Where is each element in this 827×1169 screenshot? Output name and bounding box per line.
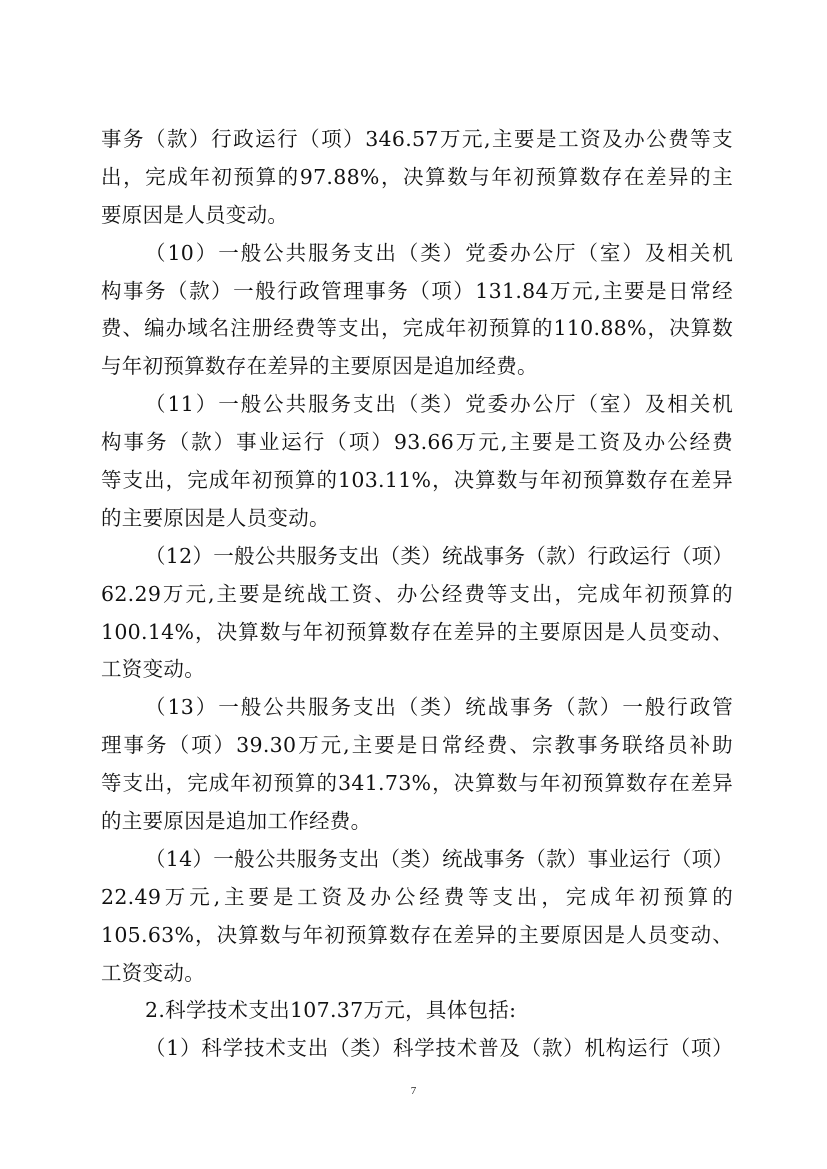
text-line: （12）一般公共服务支出（类）统战事务（款）行政运行（项） [145,543,734,568]
text-line: 等支出，完成年初预算的103.11%，决算数与年初预算数存在差异 [101,468,733,493]
text-line: 工资变动。 [101,657,205,682]
text-line: 构事务（款）事业运行（项）93.66万元,主要是工资及办公经费 [101,430,733,455]
text-line: 2.科学技术支出107.37万元，具体包括: [145,998,517,1023]
text-line: 100.14%，决算数与年初预算数存在差异的主要原因是人员变动、 [101,619,733,644]
text-line: 22.49万元,主要是工资及办公经费等支出，完成年初预算的 [101,884,733,909]
text-line: 62.29万元,主要是统战工资、办公经费等支出，完成年初预算的 [101,581,733,606]
text-line: 理事务（项）39.30万元,主要是日常经费、宗教事务联络员补助 [101,733,733,758]
text-line: 的主要原因是追加工作经费。 [101,809,372,834]
text-line: 与年初预算数存在差异的主要原因是追加经费。 [101,354,538,379]
text-line: 事务（款）行政运行（项）346.57万元,主要是工资及办公费等支 [101,127,733,151]
text-line: 要原因是人员变动。 [101,202,289,227]
text-line: 出，完成年初预算的97.88%，决算数与年初预算数存在差异的主 [101,164,733,189]
text-line: 构事务（款）一般行政管理事务（项）131.84万元,主要是日常经 [101,278,733,303]
text-line: （14）一般公共服务支出（类）统战事务（款）事业运行（项） [145,846,734,871]
text-line: 的主要原因是人员变动。 [101,505,330,530]
text-line: （13）一般公共服务支出（类）统战事务（款）一般行政管 [145,695,733,720]
body-text [101,121,733,1068]
text-line: 工资变动。 [101,960,205,985]
text-line: 费、编办域名注册经费等支出，完成年初预算的110.88%，决算数 [101,316,733,341]
text-line: （1）科学技术支出（类）科学技术普及（款）机构运行（项） [145,1036,733,1061]
text-line: （10）一般公共服务支出（类）党委办公厅（室）及相关机 [145,240,733,265]
text-line: （11）一般公共服务支出（类）党委办公厅（室）及相关机 [145,392,733,417]
text-line: 105.63%，决算数与年初预算数存在差异的主要原因是人员变动、 [101,922,733,947]
page-number: 7 [410,1085,417,1097]
text-line: 等支出，完成年初预算的341.73%，决算数与年初预算数存在差异 [101,771,733,796]
